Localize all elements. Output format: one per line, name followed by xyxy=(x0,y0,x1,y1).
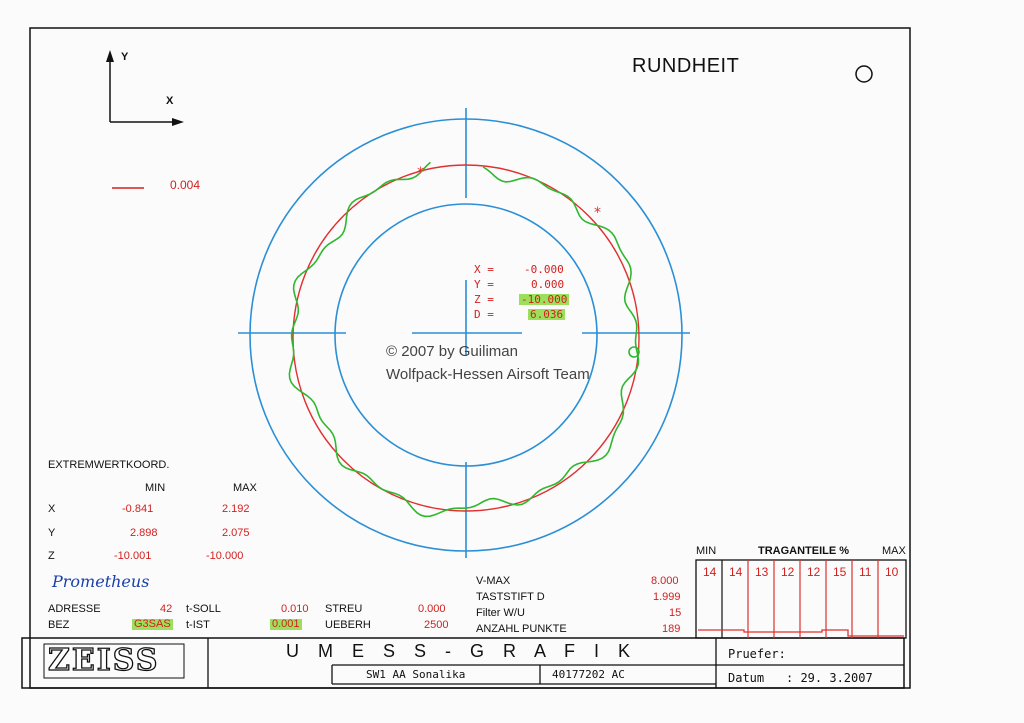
traganteile-value: 14 xyxy=(703,565,717,579)
streu-value: 0.000 xyxy=(418,603,446,615)
traganteile-value: 12 xyxy=(781,565,795,579)
tsoll-value: 0.010 xyxy=(281,603,309,615)
part-code: 40177202 AC xyxy=(552,668,625,681)
traganteile-value: 15 xyxy=(833,565,847,579)
software-label: SW1 AA Sonalika xyxy=(366,668,466,681)
traganteile-step xyxy=(698,630,904,636)
streu-label: STREU xyxy=(325,603,363,615)
extrem-axis-y: Y xyxy=(48,527,56,539)
axis-x-arrow xyxy=(172,118,184,126)
datum-value: : 29. 3.2007 xyxy=(786,671,873,685)
filter-value: 15 xyxy=(669,607,682,619)
center-value-d: 6.036 xyxy=(530,308,564,321)
center-label-y: Y = xyxy=(474,278,494,291)
extrem-axis-x: X xyxy=(48,503,56,515)
vmax-value: 8.000 xyxy=(651,575,679,587)
axis-y-label: Y xyxy=(121,51,129,63)
traganteile-value: 13 xyxy=(755,565,769,579)
max-marker-2: * xyxy=(594,205,601,221)
traganteile-value: 12 xyxy=(807,565,821,579)
zeiss-logo: ZEISS xyxy=(48,643,160,678)
tsoll-label: t-SOLL xyxy=(186,603,221,615)
traganteile-frame xyxy=(696,560,906,638)
roundness-symbol xyxy=(856,66,872,82)
center-label-z: Z = xyxy=(474,293,494,306)
taststift-label: TASTSTIFT D xyxy=(476,591,545,603)
tist-value: 0.001 xyxy=(272,618,300,630)
axis-x-label: X xyxy=(166,95,174,107)
extrem-min-y: 2.898 xyxy=(130,527,158,539)
traganteile-grid xyxy=(722,560,878,638)
traganteile-value: 14 xyxy=(729,565,743,579)
anzahl-label: ANZAHL PUNKTE xyxy=(476,623,567,635)
vmax-label: V-MAX xyxy=(476,575,511,587)
extrem-max-x: 2.192 xyxy=(222,503,250,515)
axis-y-arrow xyxy=(106,50,114,62)
adresse-label: ADRESSE xyxy=(48,603,101,615)
handwritten-note: Prometheus xyxy=(52,572,150,591)
traganteile-max: MAX xyxy=(882,545,906,557)
ueberh-value: 2500 xyxy=(424,619,449,631)
extrem-max-header: MAX xyxy=(233,482,257,494)
pruefer-label: Pruefer: xyxy=(728,647,786,661)
anzahl-value: 189 xyxy=(662,623,681,635)
traganteile-title: TRAGANTEILE % xyxy=(758,545,850,557)
center-value-z: -10.000 xyxy=(521,293,568,306)
center-value-x: -0.000 xyxy=(524,263,564,276)
traganteile-value: 11 xyxy=(859,565,872,579)
extrem-min-x: -0.841 xyxy=(122,503,154,515)
traganteile-min: MIN xyxy=(696,545,717,557)
taststift-value: 1.999 xyxy=(653,591,681,603)
extrem-min-header: MIN xyxy=(145,482,166,494)
extrem-max-z: -10.000 xyxy=(206,550,244,562)
tist-label: t-IST xyxy=(186,619,210,631)
extrem-min-z: -10.001 xyxy=(114,550,152,562)
extrem-axis-z: Z xyxy=(48,550,55,562)
watermark-line-2: Wolfpack-Hessen Airsoft Team xyxy=(386,366,590,383)
extrem-title: EXTREMWERTKOORD. xyxy=(48,459,170,471)
bez-label: BEZ xyxy=(48,619,70,631)
center-label-d: D = xyxy=(474,308,494,321)
traganteile-value: 10 xyxy=(885,565,899,579)
bez-value: G3SAS xyxy=(134,618,171,630)
watermark-line-1: © 2007 by Guiliman xyxy=(386,343,518,360)
ueberh-label: UEBERH xyxy=(325,619,371,631)
center-value-y: 0.000 xyxy=(531,278,565,291)
adresse-value: 42 xyxy=(160,603,173,615)
page-title: RUNDHEIT xyxy=(632,55,740,77)
max-marker-1: * xyxy=(417,165,424,181)
umess-grafik: U M E S S - G R A F I K xyxy=(286,641,638,661)
scale-value: 0.004 xyxy=(170,178,201,192)
extrem-max-y: 2.075 xyxy=(222,527,250,539)
center-label-x: X = xyxy=(474,263,494,276)
datum-label: Datum xyxy=(728,671,765,685)
filter-label: Filter W/U xyxy=(476,607,525,619)
